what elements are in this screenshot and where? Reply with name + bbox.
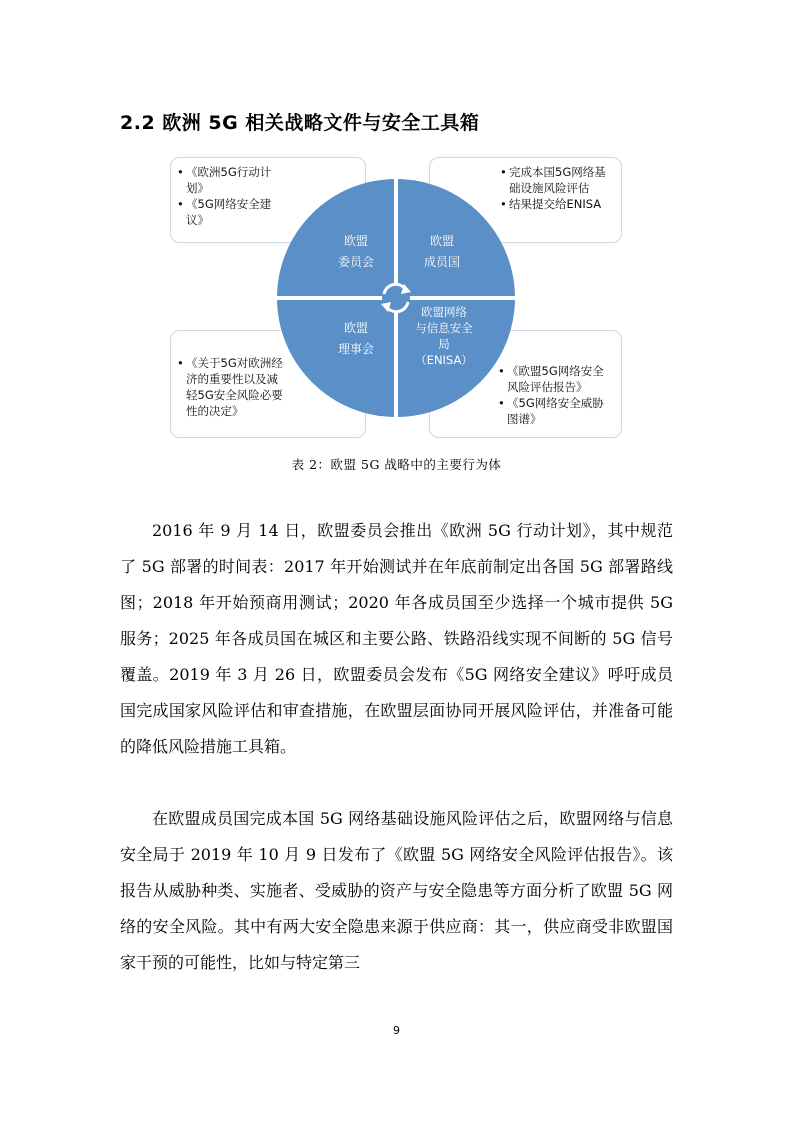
- list-item: • 《5G网络安全威胁图谱》: [498, 395, 615, 427]
- list-item: • 《关于5G对欧洲经济的重要性以及减轻5G安全风险必要性的决定》: [177, 355, 285, 419]
- label-eu-council: 欧盟 理事会: [337, 321, 374, 356]
- actors-diagram: [0, 0, 793, 480]
- list-item: • 《欧盟5G网络安全风险评估报告》: [498, 363, 615, 395]
- page-number: 9: [393, 1024, 400, 1037]
- label-member-states: 欧盟 成员国: [423, 234, 460, 269]
- paragraph: 在欧盟成员国完成本国 5G 网络基础设施风险评估之后，欧盟网络与信息安全局于 2019 年 10 月 9 日发布了《欧盟 5G 网络安全风险评估报告》。该报告从威胁种类、实施者、受威胁的资产与安全隐患等方面分析了欧盟 5G 网络的安全风险。其中有两大安全隐患来源于供应商：其一，供应商受非欧盟国家干预的可能性，比如与特定第三: [120, 809, 673, 972]
- label-european-commission: 欧盟 委员会: [337, 234, 374, 269]
- label-enisa: 欧盟网络 与信息安全 局 （ENISA）: [415, 305, 473, 367]
- list-item: • 《5G网络安全建议》: [177, 196, 281, 228]
- section-heading: 2.2 欧洲 5G 相关战略文件与安全工具箱: [120, 112, 480, 134]
- list-item: • 《欧洲5G行动计划》: [177, 164, 281, 196]
- actors-pie: [0, 0, 793, 480]
- list-item: • 完成本国5G网络基础设施风险评估: [500, 164, 615, 196]
- figure-caption: 表 2：欧盟 5G 战略中的主要行为体: [291, 457, 502, 472]
- paragraph: 2016 年 9 月 14 日，欧盟委员会推出《欧洲 5G 行动计划》，其中规范了 5G 部署的时间表：2017 年开始测试并在年底前制定出各国 5G 部署路线图；2018 年开始预商用测试；2020 年各成员国至少选择一个城市提供 5G 服务；2025 年各成员国在城区和主要公路、铁路沿线实现不间断的 5G 信号覆盖。2019 年 3 月 26 日，欧盟委员会发布《5G 网络安全建议》呼吁成员国完成国家风险评估和审查措施，在欧盟层面协同开展风险评估，并准备可能的降低风险措施工具箱。: [120, 521, 673, 756]
- list-item: • 结果提交给ENISA: [500, 196, 615, 212]
